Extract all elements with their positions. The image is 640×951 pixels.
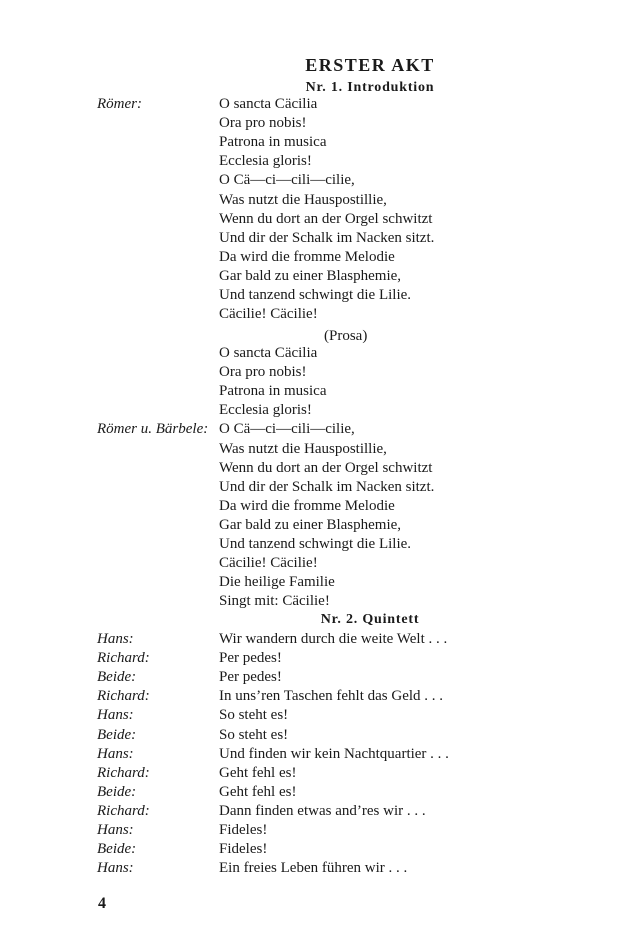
- verse-line: O Cä—ci—cili—cilie,: [219, 421, 355, 438]
- verse-line: Singt mit: Cäcilie!: [219, 593, 330, 610]
- speaker-label: Hans:: [97, 631, 134, 647]
- act-title: ERSTER AKT: [305, 55, 435, 75]
- verse-line: Und finden wir kein Nachtquartier . . .: [219, 745, 449, 762]
- verse-line: O sancta Cäcilia: [219, 96, 318, 112]
- speaker-label: Richard:: [97, 650, 150, 667]
- verse-line: Per pedes!: [219, 669, 282, 686]
- verse-line: Ein freies Leben führen wir . . .: [219, 860, 408, 877]
- speaker-label: Richard:: [97, 764, 150, 781]
- speaker-label: Hans:: [97, 822, 134, 838]
- verse-line: Und tanzend schwingt die Lilie.: [219, 287, 412, 303]
- verse-line: Die heilige Familie: [219, 574, 335, 591]
- speaker-label: Beide:: [97, 726, 137, 743]
- speaker-label: Beide:: [97, 841, 137, 858]
- verse-line: Wenn du dort an der Orgel schwitzt: [219, 210, 433, 227]
- verse-line: Und tanzend schwingt die Lilie.: [219, 536, 412, 552]
- verse-line: O sancta Cäcilia: [219, 345, 318, 361]
- verse-line: Patrona in musica: [219, 383, 327, 400]
- verse-line: Wir wandern durch die weite Welt . . .: [219, 631, 448, 647]
- verse-line: Dann finden etwas and’res wir . . .: [219, 802, 426, 819]
- page-number: 4: [98, 895, 106, 912]
- verse-line: So steht es!: [219, 707, 289, 724]
- verse-line: Ecclesia gloris!: [219, 153, 312, 170]
- verse-line: Per pedes!: [219, 650, 282, 667]
- prosa-direction: (Prosa): [324, 328, 368, 344]
- verse-line: Und dir der Schalk im Nacken sitzt.: [219, 229, 435, 246]
- speaker-label: Richard:: [97, 688, 150, 705]
- speaker-label: Hans:: [97, 745, 134, 762]
- verse-line: In uns’ren Taschen fehlt das Geld . . .: [219, 688, 444, 705]
- verse-line: O Cä—ci—cili—cilie,: [219, 172, 355, 189]
- verse-line: Patrona in musica: [219, 134, 327, 151]
- verse-line: Geht fehl es!: [219, 783, 297, 800]
- speaker-label: Beide:: [97, 669, 137, 686]
- verse-line: Und dir der Schalk im Nacken sitzt.: [219, 478, 435, 495]
- verse-line: Da wird die fromme Melodie: [219, 497, 395, 514]
- verse-line: Ecclesia gloris!: [219, 402, 312, 419]
- verse-line: Fideles!: [219, 841, 268, 858]
- verse-line: Gar bald zu einer Blasphemie,: [219, 267, 402, 284]
- verse-line: Was nutzt die Hauspostillie,: [219, 440, 387, 457]
- verse-line: Geht fehl es!: [219, 764, 297, 781]
- verse-line: Cäcilie! Cäcilie!: [219, 306, 318, 323]
- speaker-label: Beide:: [97, 783, 137, 800]
- verse-line: Fideles!: [219, 822, 268, 838]
- speaker-label: Hans:: [97, 860, 134, 877]
- verse-line: Ora pro nobis!: [219, 364, 307, 381]
- verse-line: Cäcilie! Cäcilie!: [219, 555, 318, 572]
- speaker-label: Römer:: [97, 96, 142, 112]
- number-title-1: Nr. 1. Introduktion: [305, 80, 435, 95]
- number-title-2: Nr. 2. Quintett: [320, 612, 420, 627]
- verse-line: Wenn du dort an der Orgel schwitzt: [219, 459, 433, 476]
- verse-line: Ora pro nobis!: [219, 115, 307, 132]
- verse-line: Gar bald zu einer Blasphemie,: [219, 516, 402, 533]
- speaker-label: Hans:: [97, 707, 134, 724]
- verse-line: Was nutzt die Hauspostillie,: [219, 191, 387, 208]
- speaker-label: Richard:: [97, 802, 150, 819]
- verse-line: So steht es!: [219, 726, 289, 743]
- speaker-label: Römer u. Bärbele:: [97, 421, 209, 438]
- verse-line: Da wird die fromme Melodie: [219, 248, 395, 265]
